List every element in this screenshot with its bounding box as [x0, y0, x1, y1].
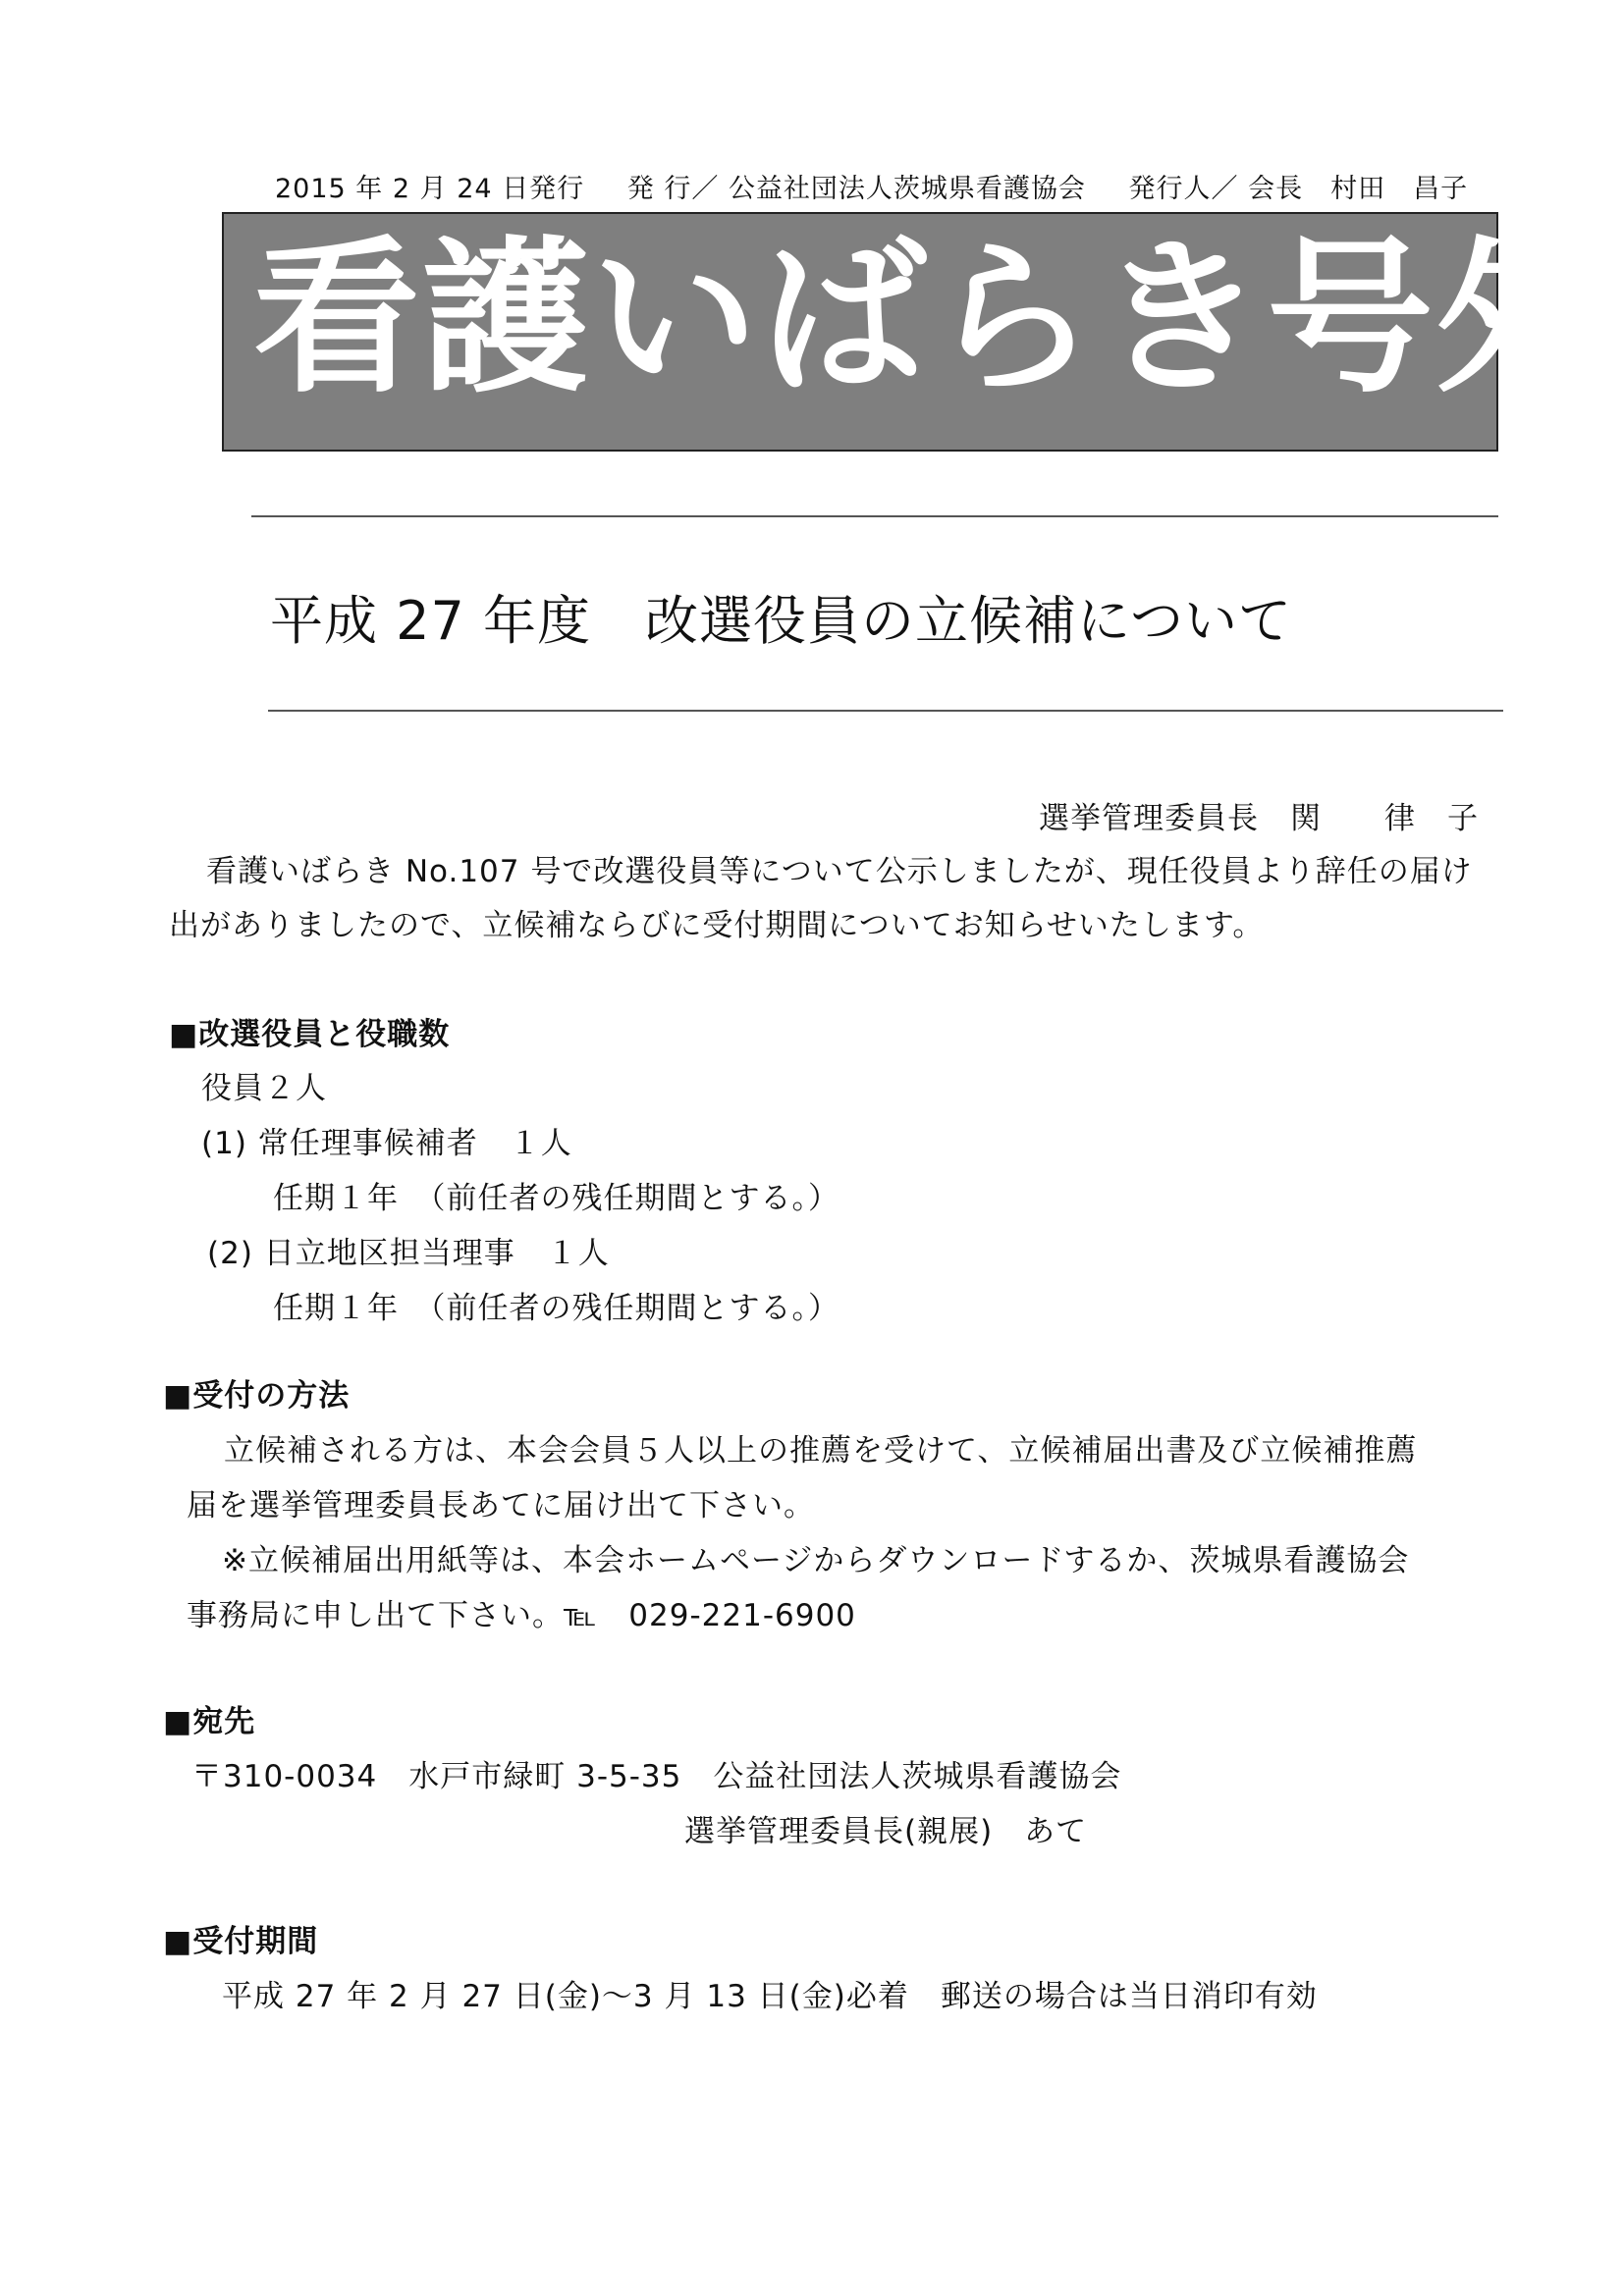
positions-item-2-term: 任期１年 （前任者の残任期間とする。） — [273, 1291, 839, 1326]
title-top-rule — [251, 515, 1498, 517]
publication-info — [275, 167, 1501, 205]
positions-item-1: (1) 常任理事候補者 １人 — [201, 1126, 572, 1161]
signature: 選挙管理委員長 関 律 子 — [1039, 801, 1479, 836]
positions-total: 役員２人 — [201, 1071, 327, 1106]
intro-line-2: 出がありましたので、立候補ならびに受付期間についてお知らせいたします。 — [169, 908, 1265, 943]
publisher: 発 行／ 公益社団法人茨城県看護協会 — [626, 174, 1086, 204]
method-line-3: ※立候補届出用紙等は、本会ホームページからダウンロードするか、茨城県看護協会 — [222, 1543, 1410, 1578]
section-heading-method: ■受付の方法 — [163, 1378, 351, 1414]
issuer: 発行人／ 会長 村田 昌子 — [1128, 174, 1469, 204]
issue-date: 2015 年 2 月 24 日発行 — [275, 174, 585, 204]
period-line: 平成 27 年 2 月 27 日(金)～3 月 13 日(金)必着 郵送の場合は当日消印有効 — [222, 1979, 1318, 2014]
masthead-title: 看護いばらき号外 — [253, 222, 1605, 416]
address-line-1: 〒310-0034 水戸市緑町 3-5-35 公益社団法人茨城県看護協会 — [191, 1759, 1122, 1794]
section-heading-positions: ■改選役員と役職数 — [169, 1017, 451, 1052]
method-line-2: 届を選挙管理委員長あてに届け出て下さい。 — [187, 1488, 815, 1523]
title-bottom-rule — [268, 710, 1503, 712]
positions-item-2: (2) 日立地区担当理事 １人 — [207, 1236, 610, 1271]
intro-line-1: 看護いばらき No.107 号で改選役員等について公示しましたが、現任役員より辞任の届け — [206, 854, 1473, 889]
masthead-banner — [222, 212, 1605, 452]
method-line-4: 事務局に申し出て下さい。℡ 029-221-6900 — [187, 1598, 856, 1633]
section-heading-address: ■宛先 — [163, 1704, 256, 1739]
section-heading-period: ■受付期間 — [163, 1924, 319, 1959]
address-line-2: 選挙管理委員長(親展) あて — [684, 1814, 1088, 1849]
positions-item-1-term: 任期１年 （前任者の残任期間とする。） — [273, 1181, 839, 1216]
method-line-1: 立候補される方は、本会会員５人以上の推薦を受けて、立候補届出書及び立候補推薦 — [224, 1433, 1418, 1468]
page-title: 平成 27 年度 改選役員の立候補について — [270, 590, 1292, 652]
